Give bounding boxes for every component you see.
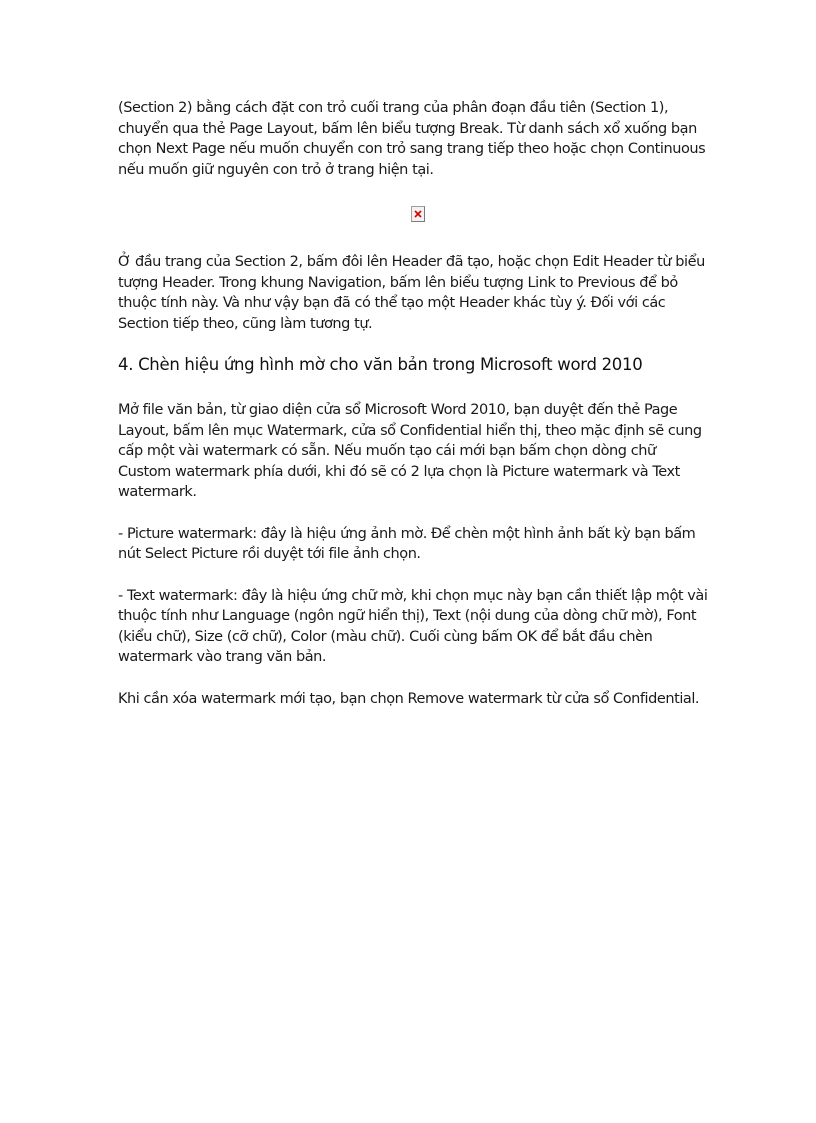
paragraph-header-section: Ở đầu trang của Section 2, bấm đôi lên Header đã tạo, hoặc chọn Edit Header từ biểu tượng Header. Trong khung Navigation, bấm lên biểu tượng Link to Previous để bỏ thuộc tính này. Và như vậy bạn đã có thể tạo một Header khác tùy ý. Đối với các Section tiếp theo, cũng làm tương tự.	[118, 254, 705, 332]
document-page	[118, 98, 708, 709]
image-placeholder	[118, 206, 708, 222]
broken-image-icon	[411, 206, 425, 222]
paragraph-picture-watermark: - Picture watermark: đây là hiệu ứng ảnh mờ. Để chèn một hình ảnh bất kỳ bạn bấm nút Select Picture rồi duyệt tới file ảnh chọn.	[118, 525, 696, 562]
section-heading: 4. Chèn hiệu ứng hình mờ cho văn bản trong Microsoft word 2010	[118, 355, 643, 374]
paragraph-text-watermark: - Text watermark: đây là hiệu ứng chữ mờ, khi chọn mục này bạn cần thiết lập một vài thuộc tính như Language (ngôn ngữ hiển thị), Text (nội dung của dòng chữ mờ), Font (kiểu chữ), Size (cỡ chữ), Color (màu chữ). Cuối cùng bấm OK để bắt đầu chèn watermark vào trang văn bản.	[118, 587, 708, 665]
paragraph-section-break: (Section 2) bằng cách đặt con trỏ cuối trang của phân đoạn đầu tiên (Section 1), chuyển qua thẻ Page Layout, bấm lên biểu tượng Break. Từ danh sách xổ xuống bạn chọn Next Page nếu muốn chuyển con trỏ sang trang tiếp theo hoặc chọn Continuous nếu muốn giữ nguyên con trỏ ở trang hiện tại.	[118, 100, 706, 178]
paragraph-remove-watermark: Khi cần xóa watermark mới tạo, bạn chọn Remove watermark từ cửa sổ Confidential.	[118, 690, 700, 707]
paragraph-watermark-intro: Mở file văn bản, từ giao diện cửa sổ Microsoft Word 2010, bạn duyệt đến thẻ Page Layout, bấm lên mục Watermark, cửa sổ Confidential hiển thị, theo mặc định sẽ cung cấp một vài watermark có sẵn. Nếu muốn tạo cái mới bạn bấm chọn dòng chữ Custom watermark phía dưới, khi đó sẽ có 2 lựa chọn là Picture watermark và Text watermark.	[118, 402, 702, 500]
